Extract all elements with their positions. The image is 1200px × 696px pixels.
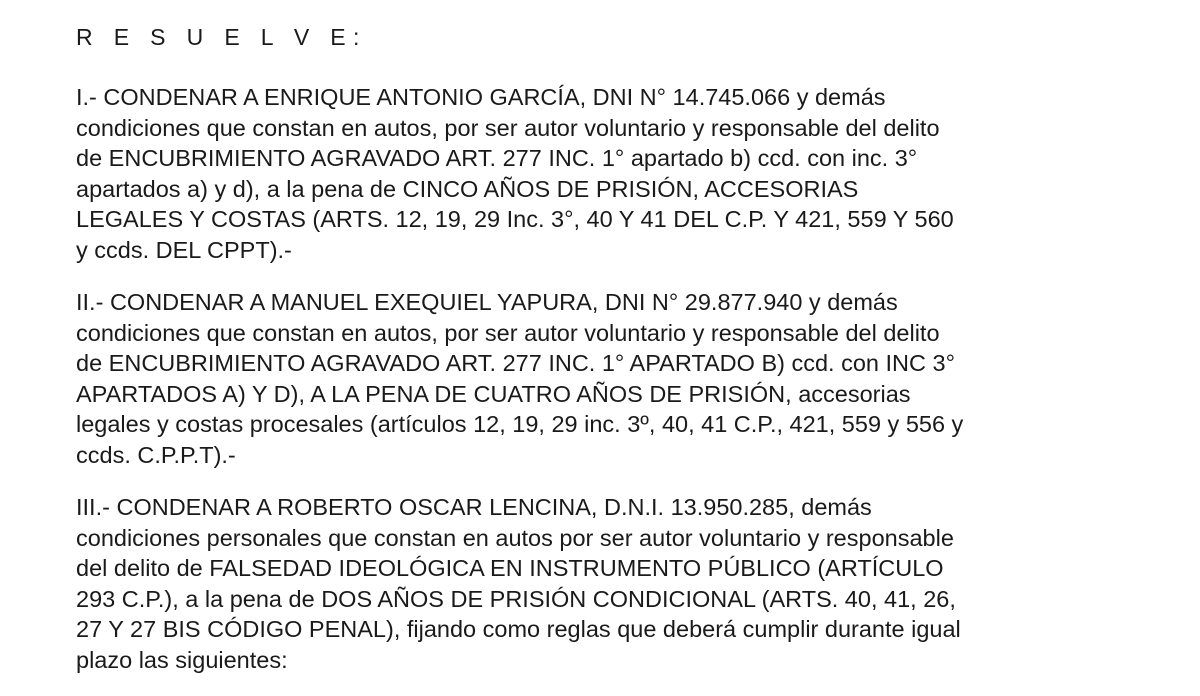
paragraph-line: de ENCUBRIMIENTO AGRAVADO ART. 277 INC. 1° APARTADO B) ccd. con INC 3° — [76, 350, 955, 376]
paragraph-1 — [76, 82, 954, 265]
paragraph-line: apartados a) y d), a la pena de CINCO AÑOS DE PRISIÓN, ACCESORIAS — [76, 175, 859, 202]
paragraph-line: APARTADOS A) Y D), A LA PENA DE CUATRO AÑOS DE PRISIÓN, accesorias — [76, 380, 911, 407]
paragraph-line: y ccds. DEL CPPT).- — [76, 236, 292, 263]
paragraph-line: condiciones que constan en autos, por ser autor voluntario y responsable del delito — [76, 114, 940, 141]
paragraph-line: ccds. C.P.P.T).- — [76, 441, 236, 468]
paragraph-line: de ENCUBRIMIENTO AGRAVADO ART. 277 INC. 1° apartado b) ccd. con inc. 3° — [76, 145, 918, 171]
paragraph-line: LEGALES Y COSTAS (ARTS. 12, 19, 29 Inc. 3°, 40 Y 41 DEL C.P. Y 421, 559 Y 560 — [76, 206, 954, 232]
paragraph-2 — [76, 287, 963, 470]
paragraph-line: 27 Y 27 BIS CÓDIGO PENAL), fijando como reglas que deberá cumplir durante igual — [76, 616, 961, 642]
paragraph-line: del delito de FALSEDAD IDEOLÓGICA EN INSTRUMENTO PÚBLICO (ARTÍCULO — [76, 555, 944, 581]
paragraph-line: legales y costas procesales (artículos 12, 19, 29 inc. 3º, 40, 41 C.P., 421, 559 y 556 y — [76, 411, 964, 437]
paragraph-line: II.- CONDENAR A MANUEL EXEQUIEL YAPURA, DNI N° 29.877.940 y demás — [76, 289, 898, 315]
resolution-heading: R E S U E L V E: — [76, 24, 367, 50]
paragraph-line: condiciones personales que constan en autos por ser autor voluntario y responsable — [76, 524, 954, 551]
paragraph-line: 293 C.P.), a la pena de DOS AÑOS DE PRISIÓN CONDICIONAL (ARTS. 40, 41, 26, — [76, 585, 956, 612]
paragraph-line: I.- CONDENAR A ENRIQUE ANTONIO GARCÍA, DNI N° 14.745.066 y demás — [76, 84, 886, 110]
paragraph-3 — [76, 492, 961, 675]
paragraph-line: condiciones que constan en autos, por ser autor voluntario y responsable del delito — [76, 319, 940, 346]
paragraph-line: plazo las siguientes: — [76, 646, 288, 673]
paragraph-line: III.- CONDENAR A ROBERTO OSCAR LENCINA, D.N.I. 13.950.285, demás — [76, 494, 872, 520]
